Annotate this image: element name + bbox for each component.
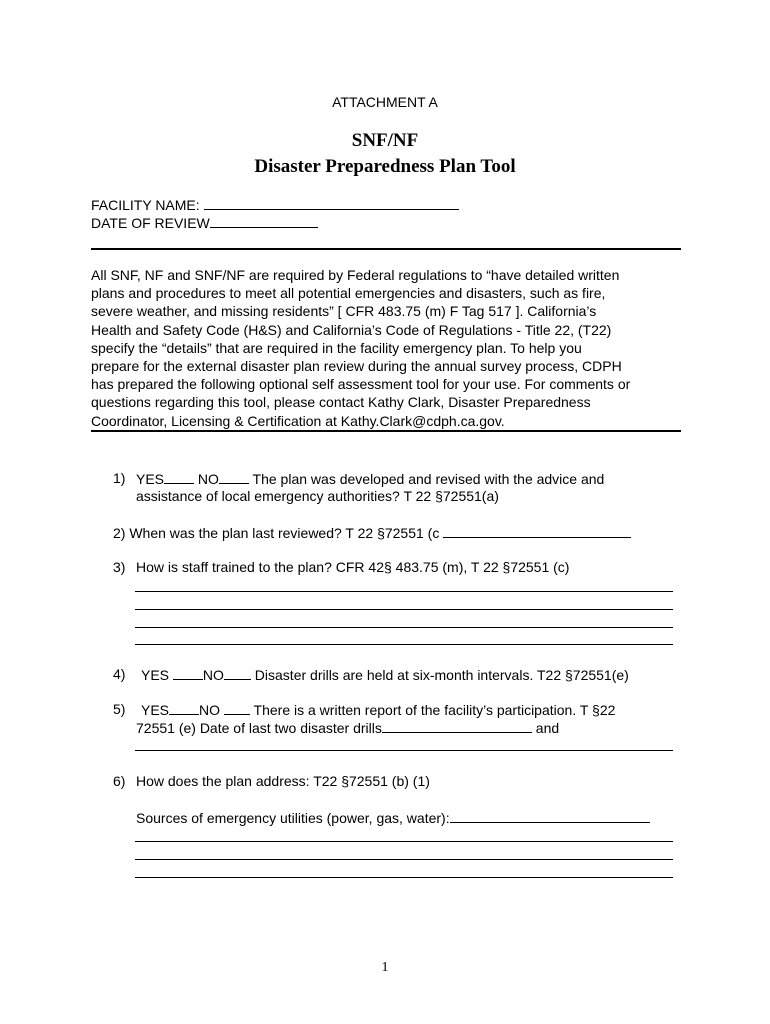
intro-line: plans and procedures to meet all potential emergencies and disasters, such as fire,	[91, 285, 606, 302]
intro-line: prepare for the external disaster plan review during the annual survey process, CDPH	[91, 358, 622, 375]
q4-text: Disaster drills are held at six-month intervals. T22 §72551(e)	[254, 667, 629, 683]
intro-line: All SNF, NF and SNF/NF are required by Federal regulations to “have detailed written	[91, 267, 620, 283]
date-of-review-row	[91, 214, 318, 231]
q2-answer-field[interactable]	[443, 524, 631, 538]
q5-and-label: and	[535, 720, 560, 736]
q5-row-2	[136, 719, 559, 736]
intro-line: has prepared the following optional self assessment tool for your use. For comments or	[91, 376, 631, 393]
q4-yes-field[interactable]	[173, 666, 203, 680]
q1-no-label: NO	[197, 471, 219, 487]
q3-answer-line[interactable]	[135, 591, 673, 592]
intro-line: specify the “details” that are required in the facility emergency plan. To help you	[91, 339, 582, 356]
q5-drill-date-2-line[interactable]	[135, 750, 673, 751]
q1-yes-label: YES	[136, 471, 165, 487]
q3-answer-line[interactable]	[135, 627, 673, 628]
q6-sub-row	[136, 809, 650, 826]
q2-row	[113, 524, 631, 541]
q3-answer-line[interactable]	[135, 644, 673, 645]
page-title: Disaster Preparedness Plan Tool	[254, 156, 516, 177]
q5-row	[141, 701, 615, 718]
date-of-review-label: DATE OF REVIEW	[91, 215, 210, 231]
q4-no-label: NO	[202, 667, 224, 683]
q5-no-field[interactable]	[224, 701, 250, 715]
q3-text: How is staff trained to the plan? CFR 42§ 483.75 (m), T 22 §72551 (c)	[136, 559, 570, 575]
q4-no-field[interactable]	[224, 666, 251, 680]
intro-line: Coordinator, Licensing & Certification at Kathy.Clark@cdph.ca.gov.	[91, 412, 505, 429]
intro-line: questions regarding this tool, please contact Kathy Clark, Disaster Preparedness	[91, 394, 591, 411]
q6-answer-line[interactable]	[135, 841, 673, 842]
q4-row	[141, 666, 629, 683]
q6-number: 6)	[113, 773, 126, 789]
q6-utilities-field[interactable]	[450, 809, 650, 823]
q4-number: 4)	[113, 666, 126, 682]
intro-paragraph	[91, 266, 691, 430]
section-divider-top	[91, 248, 681, 250]
facility-name-row	[91, 196, 459, 213]
q6-answer-line[interactable]	[135, 859, 673, 860]
q5-yes-label: YES	[141, 702, 170, 718]
facility-name-label: FACILITY NAME:	[91, 197, 200, 213]
q3-answer-line[interactable]	[135, 609, 673, 610]
q6-text: How does the plan address: T22 §72551 (b) (1)	[136, 773, 430, 789]
date-of-review-field[interactable]	[210, 214, 318, 228]
q6-utilities-label: Sources of emergency utilities (power, gas, water):	[136, 810, 450, 826]
q1-text: The plan was developed and revised with the advice and	[252, 471, 605, 487]
q5-drill-dates-label: 72551 (e) Date of last two disaster drills	[136, 720, 382, 736]
q4-yes-label: YES	[141, 667, 170, 683]
q5-drill-date-1-field[interactable]	[382, 719, 532, 733]
q5-number: 5)	[113, 701, 126, 717]
attachment-label: ATTACHMENT A	[332, 94, 438, 110]
q3-number: 3)	[113, 559, 126, 575]
q2-text: 2) When was the plan last reviewed? T 22 §72551 (c	[113, 525, 440, 541]
q1-no-field[interactable]	[219, 470, 249, 484]
page-number: 1	[381, 960, 389, 975]
facility-name-field[interactable]	[204, 196, 459, 210]
q1-yes-field[interactable]	[164, 470, 194, 484]
q1-number: 1)	[113, 470, 126, 486]
intro-line: Health and Safety Code (H&S) and California’s Code of Regulations - Title 22, (T22)	[91, 321, 612, 338]
q5-text: There is a written report of the facility’s participation. T §22	[253, 702, 616, 718]
intro-line: severe weather, and missing residents” [ CFR 483.75 (m) F Tag 517 ]. California’s	[91, 303, 597, 320]
q1-text-line2: assistance of local emergency authorities? T 22 §72551(a)	[136, 488, 499, 504]
section-divider-bottom	[91, 430, 681, 432]
q6-answer-line[interactable]	[135, 877, 673, 878]
q5-no-label: NO	[199, 702, 221, 718]
q5-yes-field[interactable]	[169, 701, 199, 715]
title-snf-nf: SNF/NF	[351, 130, 419, 151]
q1-row	[136, 470, 604, 487]
